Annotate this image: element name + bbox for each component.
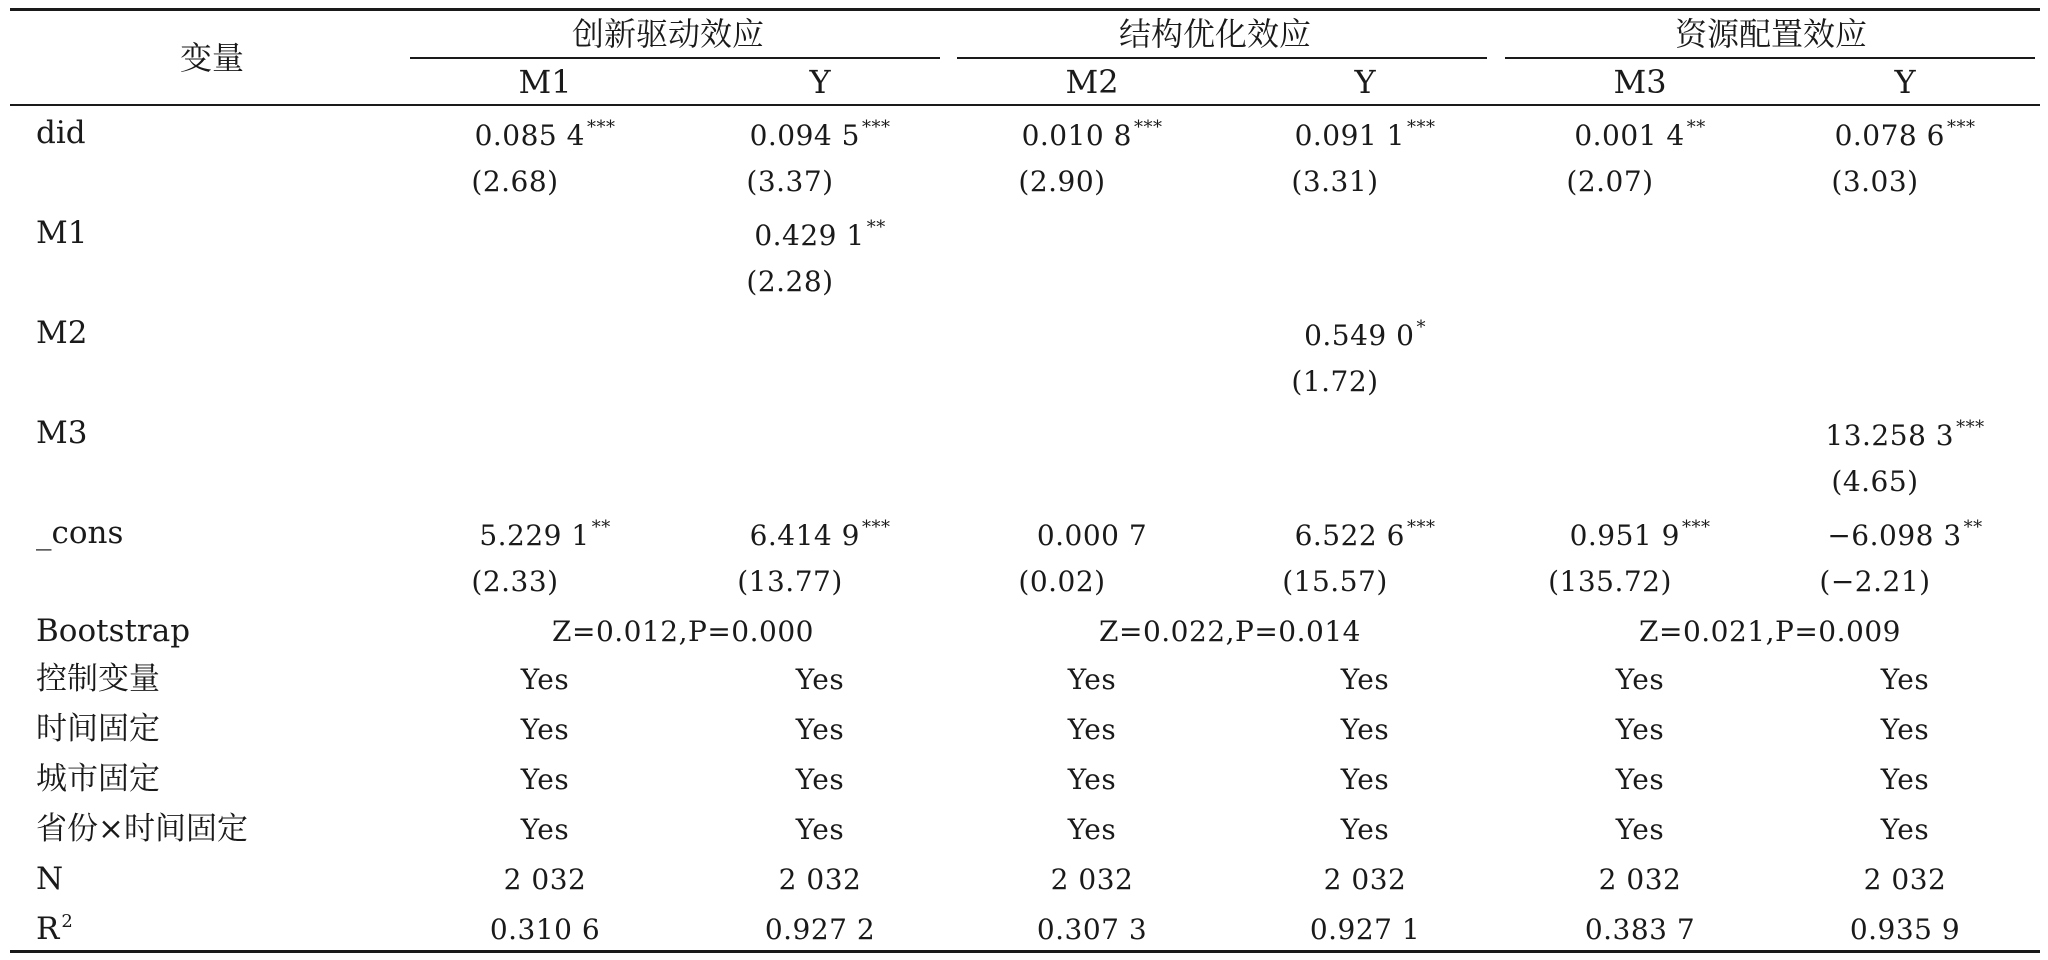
control-cell: 0.935 9 (1849, 913, 1961, 946)
control-cell: Yes (1615, 663, 1665, 696)
control-cell: Yes (795, 663, 845, 696)
row-label: R $^2$ (36, 911, 73, 947)
label-superscript: 2 (61, 911, 73, 932)
control-cell: 0.927 1 (1309, 913, 1421, 946)
control-cell: Yes (1340, 813, 1390, 846)
significance-stars: *** (1946, 117, 1976, 138)
column-header: Y (1354, 63, 1376, 101)
coefficient-value: 13.258 3 (1825, 419, 1955, 452)
significance-stars: ** (866, 217, 886, 238)
row-label: _cons (36, 515, 124, 551)
control-cell: 2 032 (1323, 863, 1407, 896)
t-statistic-cell: (2.07) (1566, 165, 1654, 198)
coefficient-cell (1294, 117, 1436, 152)
coefficient-cell (749, 517, 891, 552)
control-cell: 0.927 2 (764, 913, 876, 946)
column-header: Y (1894, 63, 1916, 101)
coefficient-cell (1304, 317, 1426, 352)
coefficient-cell (474, 117, 616, 152)
control-cell: Yes (1880, 763, 1930, 796)
bottom-rule (10, 950, 2040, 953)
column-header: M2 (1065, 63, 1119, 101)
t-statistic-cell: (2.28) (746, 265, 834, 298)
control-cell: Yes (1340, 763, 1390, 796)
t-statistic-cell: (2.33) (471, 565, 559, 598)
coefficient-cell (479, 517, 611, 552)
variable-header: 变量 (179, 39, 245, 77)
row-label: N (36, 861, 64, 897)
control-cell: Yes (795, 763, 845, 796)
group-header: 创新驱动效应 (571, 15, 765, 53)
coefficient-value: 0.091 1 (1294, 119, 1405, 152)
coefficient-cell (1569, 517, 1711, 552)
coefficient-cell (1574, 117, 1706, 152)
control-cell: Yes (1067, 813, 1117, 846)
t-statistic-cell: (0.02) (1018, 565, 1106, 598)
row-label: 省份×时间固定 (36, 811, 248, 847)
significance-stars: * (1416, 317, 1426, 338)
control-cell: Yes (1067, 713, 1117, 746)
control-cell: 2 032 (503, 863, 587, 896)
control-cell: Yes (795, 713, 845, 746)
column-header: Y (809, 63, 831, 101)
control-cell: Yes (795, 813, 845, 846)
t-statistic-cell: (−2.21) (1819, 565, 1931, 598)
t-statistic-cell: (2.68) (471, 165, 559, 198)
control-cell: 0.310 6 (489, 913, 601, 946)
top-rule (10, 8, 2040, 11)
row-label: M2 (36, 315, 88, 351)
control-cell: Yes (1067, 763, 1117, 796)
column-header: M3 (1613, 63, 1667, 101)
group-rule-2 (957, 57, 1487, 59)
t-statistic-cell: (15.57) (1282, 565, 1388, 598)
bootstrap-cell: Z=0.021,P=0.009 (1639, 615, 1901, 648)
significance-stars: *** (861, 117, 891, 138)
coefficient-value: 0.094 5 (749, 119, 860, 152)
coefficient-value: 6.522 6 (1294, 519, 1405, 552)
significance-stars: *** (861, 517, 891, 538)
control-cell: 2 032 (778, 863, 862, 896)
control-cell: 2 032 (1050, 863, 1134, 896)
t-statistic-cell: (4.65) (1831, 465, 1919, 498)
row-label: 时间固定 (36, 711, 160, 747)
control-cell: Yes (520, 813, 570, 846)
control-cell: Yes (1615, 713, 1665, 746)
column-header: M1 (518, 63, 572, 101)
row-label: Bootstrap (36, 613, 191, 649)
control-cell: Yes (1340, 663, 1390, 696)
coefficient-cell (1834, 117, 1976, 152)
significance-stars: *** (1956, 417, 1985, 438)
coefficient-value: 0.085 4 (474, 119, 585, 152)
control-cell: Yes (520, 663, 570, 696)
t-statistic-cell: (3.03) (1831, 165, 1919, 198)
group-header: 结构优化效应 (1118, 15, 1312, 53)
coefficient-cell (1294, 517, 1436, 552)
t-statistic-cell: (3.37) (746, 165, 834, 198)
significance-stars: *** (586, 117, 616, 138)
t-statistic-cell: (2.90) (1018, 165, 1106, 198)
control-cell: Yes (1615, 763, 1665, 796)
t-statistic-cell: (13.77) (737, 565, 843, 598)
coefficient-value: 0.010 8 (1021, 119, 1132, 152)
significance-stars: *** (1133, 117, 1163, 138)
row-label: M1 (36, 215, 88, 251)
control-cell: Yes (1067, 663, 1117, 696)
coefficient-cell (1825, 417, 1985, 452)
control-cell: Yes (1880, 663, 1930, 696)
coefficient-value: 0.951 9 (1569, 519, 1680, 552)
row-label: did (36, 115, 86, 151)
bootstrap-cell: Z=0.022,P=0.014 (1099, 615, 1361, 648)
significance-stars: *** (1406, 117, 1436, 138)
control-cell: Yes (1340, 713, 1390, 746)
control-cell: Yes (1615, 813, 1665, 846)
coefficient-value: 5.229 1 (479, 519, 590, 552)
control-cell: 0.307 3 (1036, 913, 1148, 946)
coefficient-value: 0.001 4 (1574, 119, 1685, 152)
group-rule-3 (1505, 57, 2035, 59)
control-cell: Yes (1880, 713, 1930, 746)
coefficient-value: 0.429 1 (754, 219, 865, 252)
significance-stars: ** (1686, 117, 1706, 138)
significance-stars: *** (1406, 517, 1436, 538)
coefficient-value: 0.078 6 (1834, 119, 1945, 152)
coefficient-value: 6.414 9 (749, 519, 860, 552)
t-statistic-cell: (3.31) (1291, 165, 1379, 198)
row-label: 控制变量 (36, 661, 160, 697)
t-statistic-cell: (135.72) (1548, 565, 1672, 598)
coefficient-cell (754, 217, 886, 252)
coefficient-cell (749, 117, 891, 152)
control-cell: Yes (520, 763, 570, 796)
control-cell: 2 032 (1598, 863, 1682, 896)
header-rule (10, 104, 2040, 106)
coefficient-value: 0.000 7 (1036, 519, 1148, 552)
significance-stars: ** (591, 517, 611, 538)
row-label: 城市固定 (36, 761, 160, 797)
coefficient-cell (1036, 519, 1148, 552)
coefficient-cell (1827, 517, 1983, 552)
control-cell: Yes (520, 713, 570, 746)
coefficient-value: 0.549 0 (1304, 319, 1415, 352)
control-cell: 2 032 (1863, 863, 1947, 896)
bootstrap-cell: Z=0.012,P=0.000 (552, 615, 814, 648)
group-header: 资源配置效应 (1674, 15, 1868, 53)
coefficient-cell (1021, 117, 1163, 152)
significance-stars: ** (1963, 517, 1983, 538)
row-label: M3 (36, 415, 88, 451)
coefficient-value: −6.098 3 (1827, 519, 1962, 552)
group-rule-1 (410, 57, 940, 59)
t-statistic-cell: (1.72) (1291, 365, 1379, 398)
control-cell: 0.383 7 (1584, 913, 1696, 946)
control-cell: Yes (1880, 813, 1930, 846)
significance-stars: *** (1681, 517, 1711, 538)
